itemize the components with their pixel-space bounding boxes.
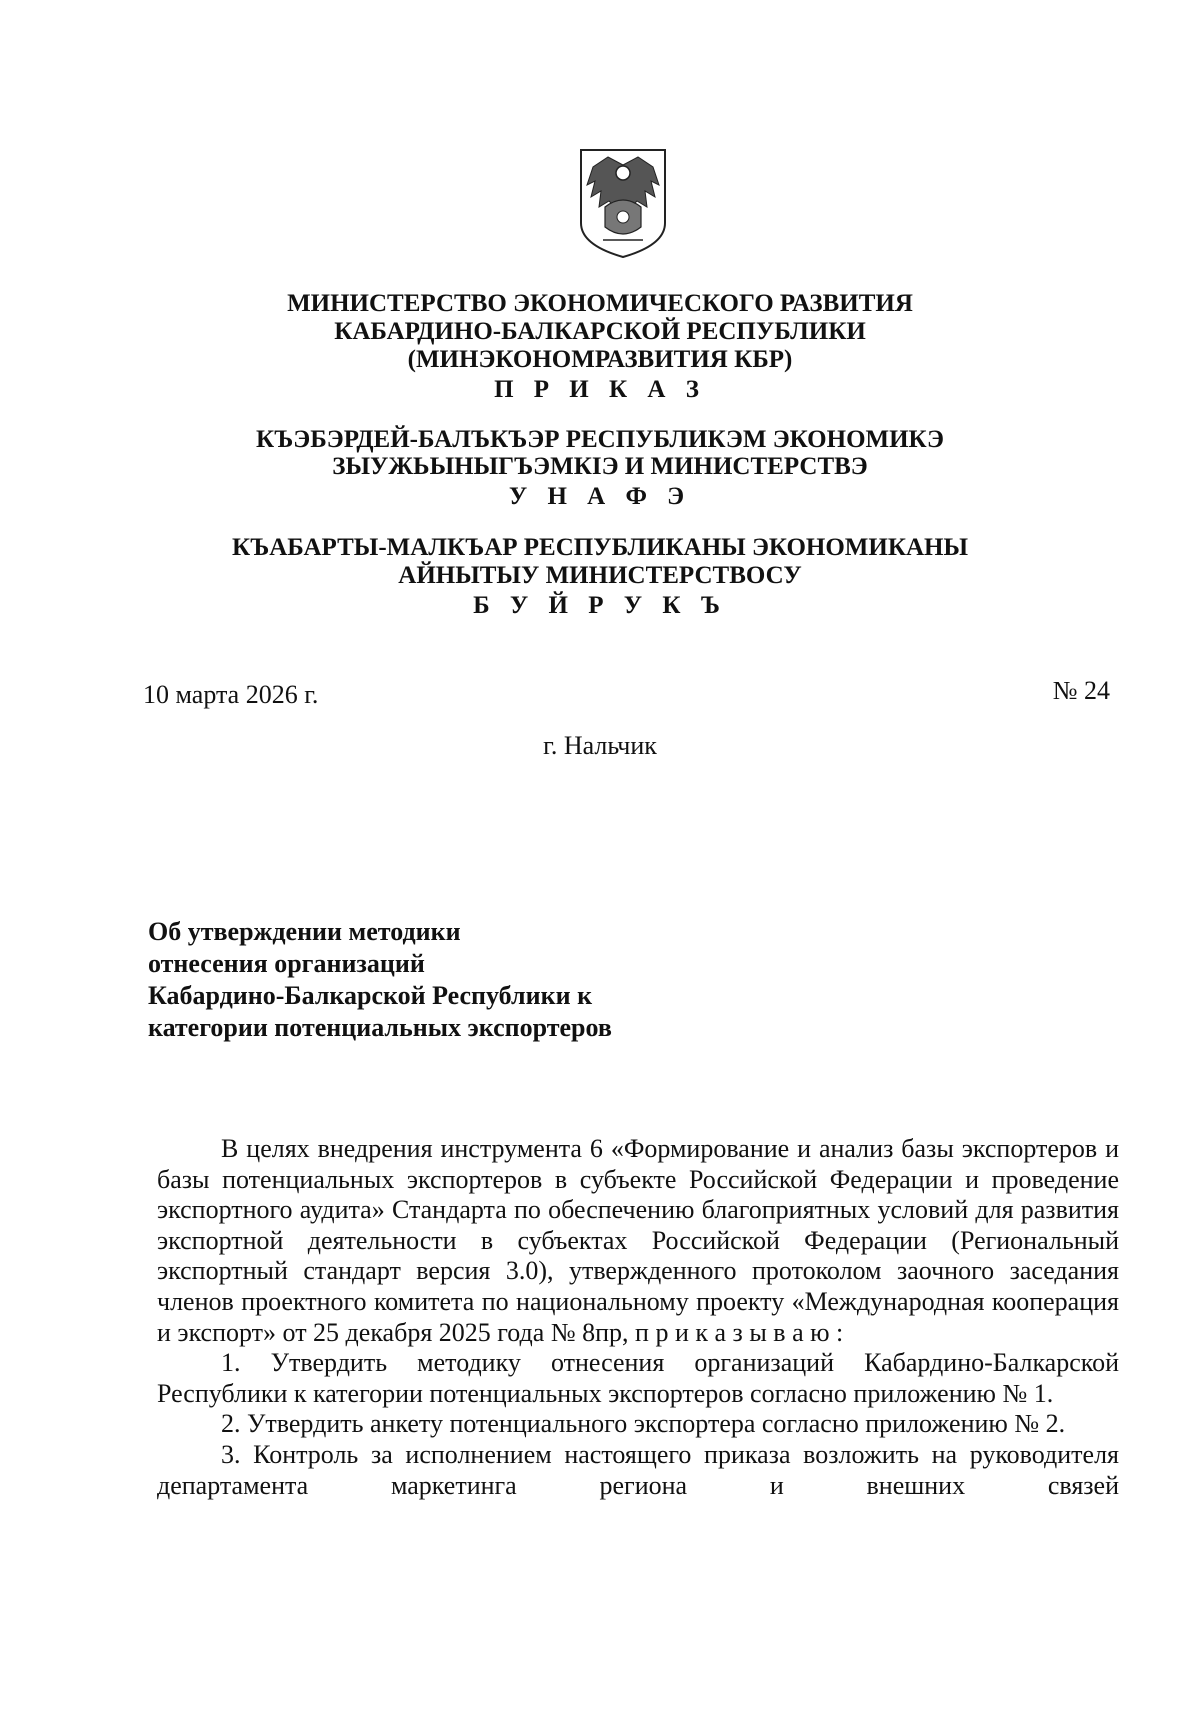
order-title: [148, 916, 612, 1044]
order-item-3: 3. Контроль за исполнением настоящего приказа возложить на руководителя департамента маркетинга региона и внешних связей: [157, 1439, 1119, 1500]
document-type-ru: П Р И К А З: [494, 376, 706, 403]
preamble-text: В целях внедрения инструмента 6 «Формирование и анализ базы экспортеров и базы потенциальных экспортеров в субъекте Российской Федерации и проведение экспортного аудита» Стандарта по обеспечению благоприятных условий для развития экспортной деятельности в субъектах Российской Федерации (Региональный экспортный стандарт версия 3.0), утвержденного протоколом заочного заседания членов проектного комитета по национальному проекту «Международная кооперация и экспорт» от 25 декабря 2025 года № 8пр,: [157, 1134, 1119, 1347]
order-item-2: 2. Утвердить анкету потенциального экспортера согласно приложению № 2.: [221, 1409, 1066, 1439]
order-body: [157, 1134, 1119, 1501]
preamble-paragraph: [157, 1134, 1119, 1348]
title-line: категории потенциальных экспортеров: [148, 1013, 612, 1042]
ministry-name-kbd-line-1: КЪЭБЭРДЕЙ-БАЛЪКЪЭР РЕСПУБЛИКЭМ ЭКОНОМИКЭ: [256, 426, 944, 453]
title-line: отнесения организаций: [148, 949, 425, 978]
document-type-kbd: У Н А Ф Э: [508, 483, 692, 510]
ministry-abbreviation-ru: (МИНЭКОНОМРАЗВИТИЯ КБР): [407, 346, 793, 373]
title-line: Кабардино-Балкарской Республики к: [148, 981, 593, 1010]
ministry-name-krc-line-1: КЪАБАРТЫ-МАЛКЪАР РЕСПУБЛИКАНЫ ЭКОНОМИКАНЫ: [231, 534, 968, 561]
order-date: 10 марта 2026 г.: [143, 680, 319, 709]
order-item-1: 1. Утвердить методику отнесения организаций Кабардино-Балкарской Республики к категории потенциальных экспортеров согласно приложению № 1.: [157, 1348, 1119, 1408]
ministry-name-kbd-line-2: ЗЫУЖЬЫНЫГЪЭМКІЭ И МИНИСТЕРСТВЭ: [332, 453, 868, 480]
order-number: № 24: [1052, 676, 1110, 705]
order-word: п р и к а з ы в а ю :: [635, 1317, 844, 1347]
city: г. Нальчик: [543, 731, 657, 760]
ministry-name-ru-line-2: КАБАРДИНО-БАЛКАРСКОЙ РЕСПУБЛИКИ: [334, 318, 866, 345]
ministry-name-krc-line-2: АЙНЫТЫУ МИНИСТЕРСТВОСУ: [398, 562, 802, 589]
ministry-name-ru-line-1: МИНИСТЕРСТВО ЭКОНОМИЧЕСКОГО РАЗВИТИЯ: [287, 290, 913, 317]
document-type-krc: Б У Й Р У К Ъ: [473, 592, 727, 619]
coat-of-arms-emblem: [573, 145, 673, 260]
title-line: Об утверждении методики: [148, 917, 461, 946]
